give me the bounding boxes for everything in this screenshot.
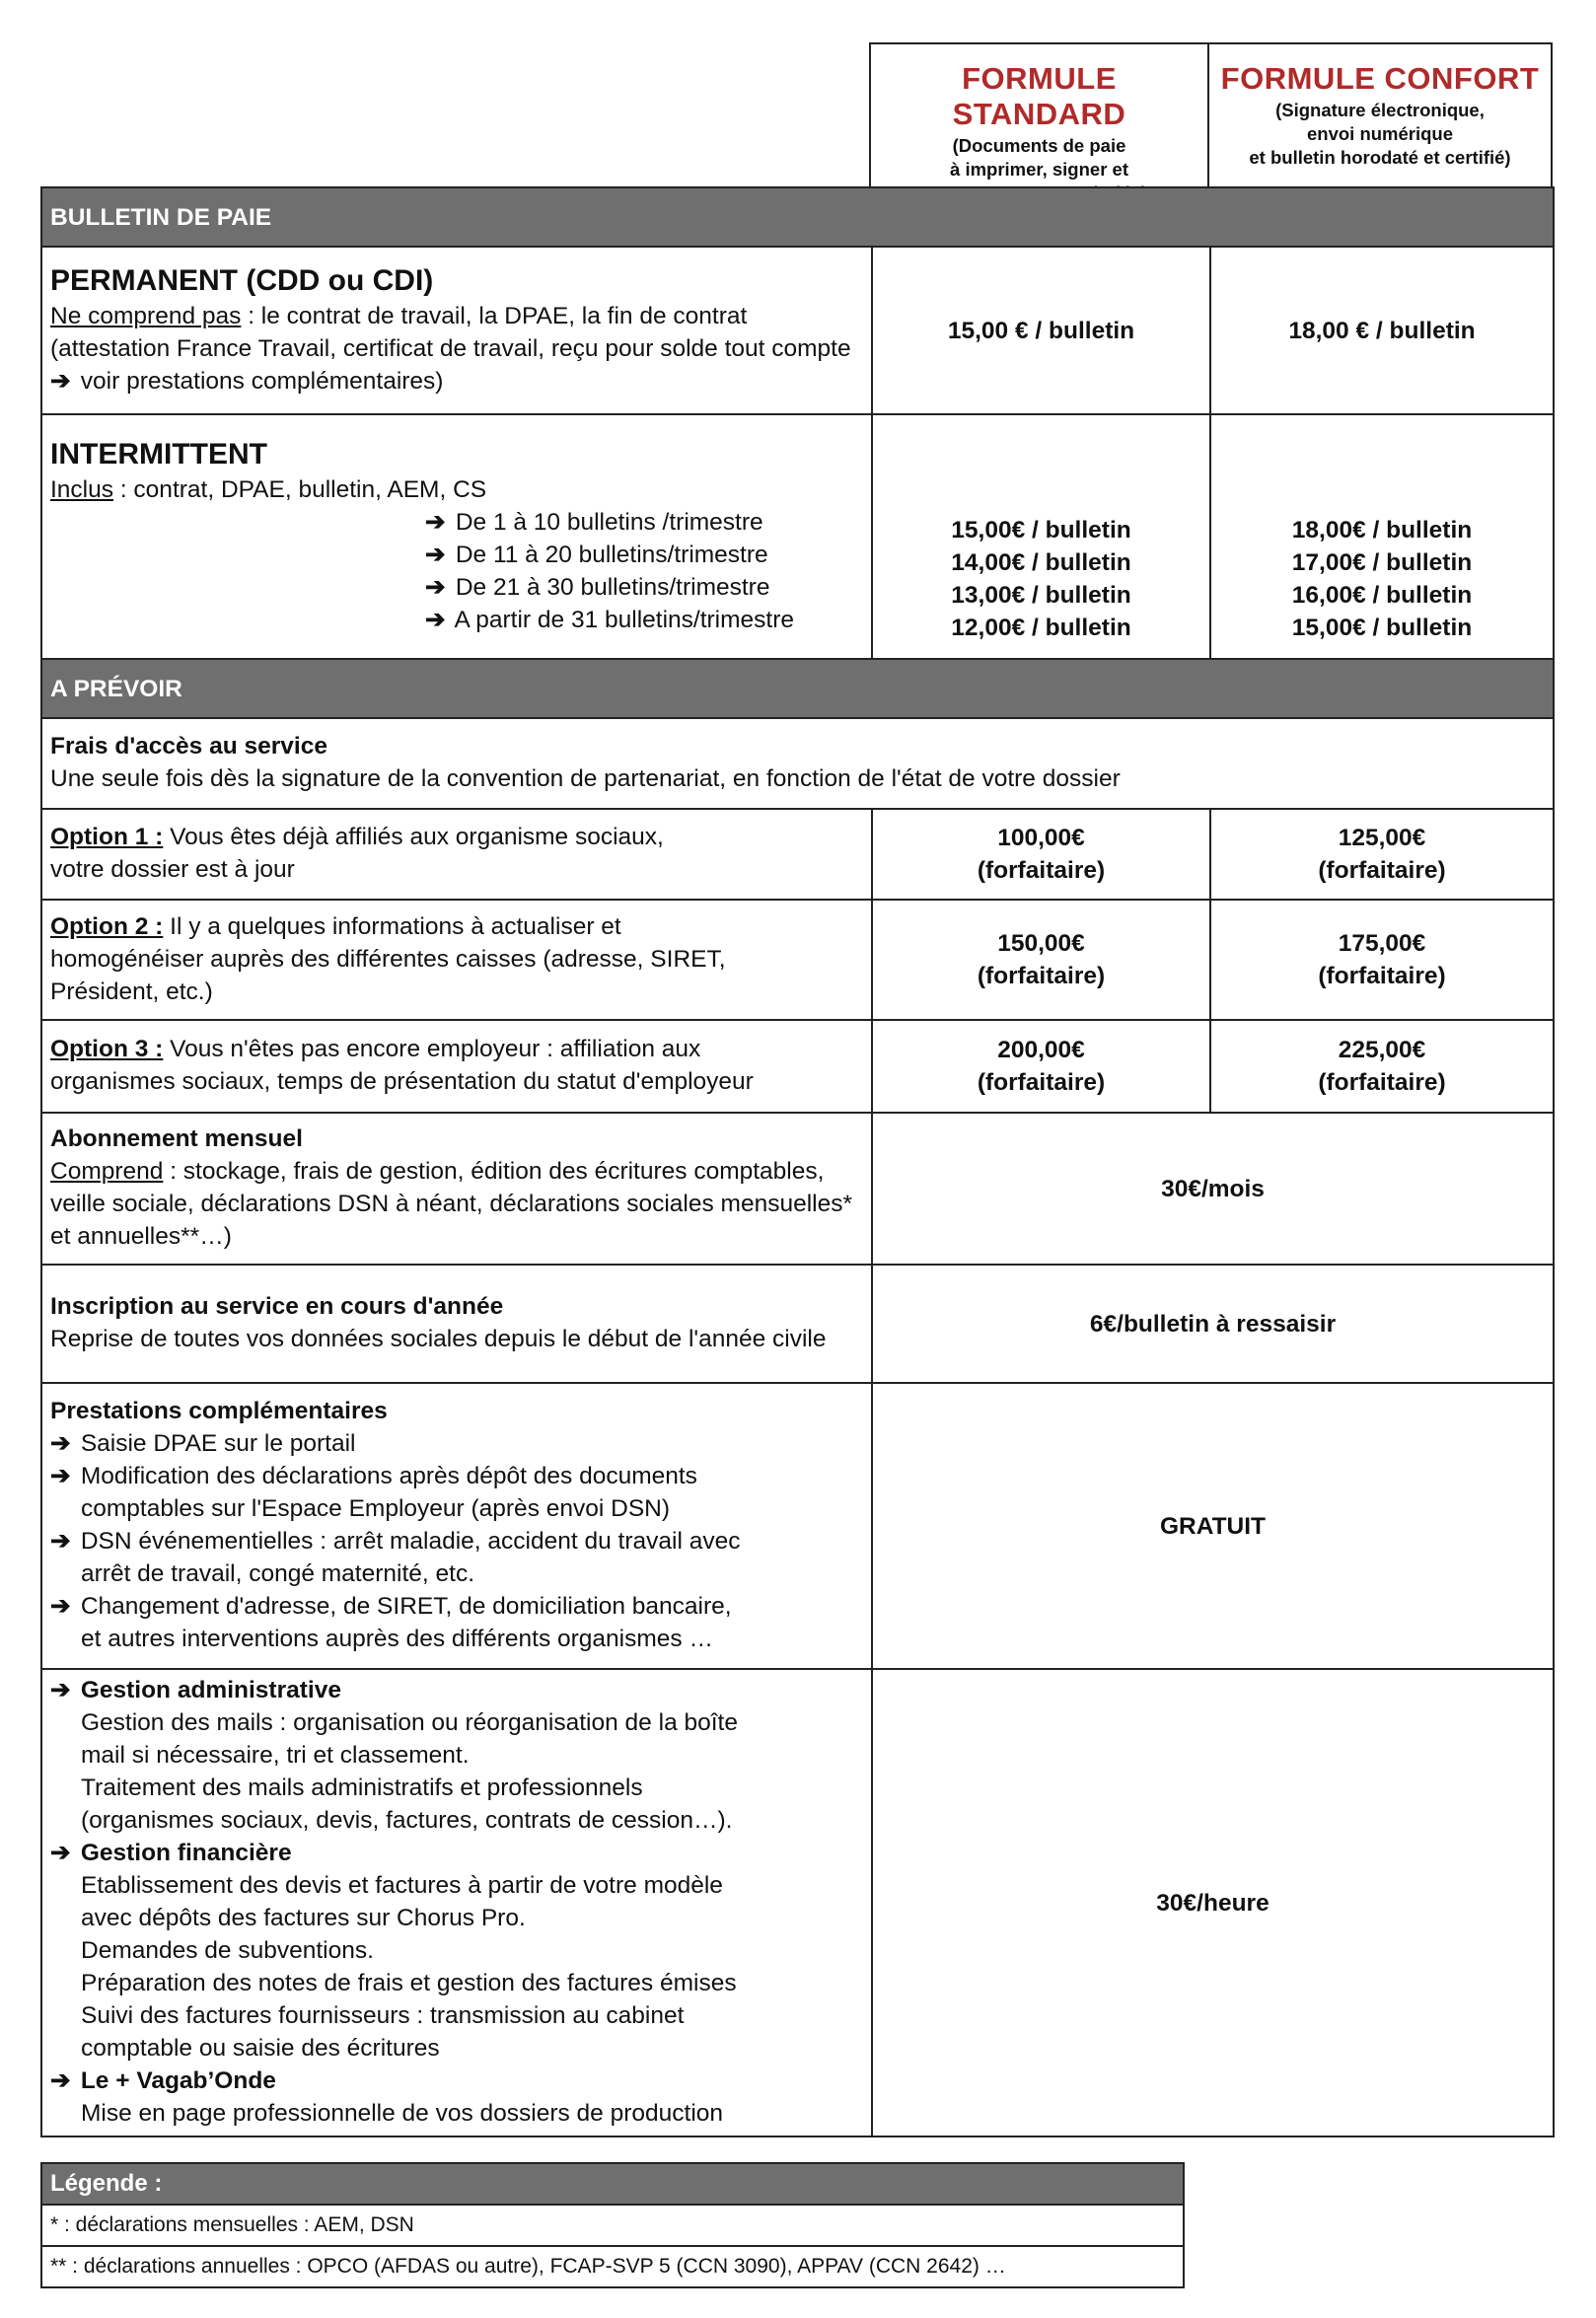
gestion-line: Mise en page professionnelle de vos dossiers de production: [81, 2100, 724, 2127]
prestation-text: comptables sur l'Espace Employeur (après envoi DSN): [81, 1495, 671, 1522]
tier-price: 15,00€ / bulletin: [1291, 615, 1473, 641]
option-label-cell: [41, 809, 872, 900]
standard-subtitle-line: à imprimer, signer et: [950, 159, 1128, 180]
abonnement-description: [50, 1155, 861, 1253]
tier-price: 14,00€ / bulletin: [951, 549, 1131, 576]
prestation-item: [50, 1525, 861, 1590]
abonnement-text: : stockage, frais de gestion, édition des écritures comptables, veille sociale, déclarations DSN à néant, déclarations sociales mensuelles* et annuelles**…): [50, 1158, 853, 1250]
option-line: [50, 910, 861, 943]
gestion-plus-title: Le + Vagab’Onde: [80, 2067, 276, 2094]
option-standard-price: [872, 1020, 1210, 1113]
abonnement-row: [41, 1113, 1554, 1265]
arrow-right-icon: ➔: [50, 1593, 71, 1620]
gestion-admin-heading: [50, 1674, 861, 1706]
gestion-row: [41, 1669, 1554, 2137]
arrow-right-icon: ➔: [425, 573, 446, 601]
gestion-line: Suivi des factures fournisseurs : transmission au cabinet: [81, 2002, 685, 2029]
option-row: [41, 809, 1554, 900]
standard-title: FORMULE STANDARD: [952, 61, 1126, 131]
price-note: (forfaitaire): [1318, 963, 1446, 989]
arrow-right-icon: ➔: [50, 1840, 71, 1866]
gestion-line: comptable ou saisie des écritures: [81, 2035, 440, 2062]
confort-title: FORMULE CONFORT: [1220, 61, 1540, 96]
section-row: [41, 187, 1554, 247]
confort-subtitle-line: (Signature électronique,: [1275, 100, 1485, 120]
arrow-right-icon: ➔: [50, 2067, 71, 2094]
legend-row: [41, 2205, 1184, 2246]
tier-line: [50, 604, 861, 636]
legend-line: ** : déclarations annuelles : OPCO (AFDAS ou autre), FCAP-SVP 5 (CCN 3090), APPAV (CCN 2642) …: [41, 2246, 1184, 2287]
price-note: (forfaitaire): [1318, 857, 1446, 884]
frais-text: Une seule fois dès la signature de la convention de partenariat, en fonction de l'état de votre dossier: [50, 765, 1121, 792]
intermittent-row: [41, 414, 1554, 659]
permanent-row: [41, 247, 1554, 414]
frais-row: [41, 718, 1554, 809]
section-bulletin-title: BULLETIN DE PAIE: [41, 187, 1554, 247]
legend-line: * : déclarations mensuelles : AEM, DSN: [41, 2205, 1184, 2246]
price-value: 200,00€: [997, 1037, 1085, 1063]
tier-price: 16,00€ / bulletin: [1291, 582, 1473, 609]
abonnement-label-underlined: Comprend: [50, 1158, 164, 1185]
gestion-fin-heading: [50, 1837, 861, 1869]
price-value: 125,00€: [1338, 825, 1426, 851]
prestations-row: [41, 1383, 1554, 1669]
inscription-title: Inscription au service en cours d'année: [50, 1293, 504, 1320]
gestion-plus-heading: [50, 2064, 861, 2097]
prestation-item: [50, 1590, 861, 1655]
intermittent-confort-prices: [1210, 414, 1554, 659]
price-note: (forfaitaire): [977, 857, 1106, 884]
gestion-label-cell: [41, 1669, 872, 2137]
tier-label: De 11 à 20 bulletins/trimestre: [455, 541, 768, 568]
gestion-line: (organismes sociaux, devis, factures, contrats de cession…).: [81, 1807, 733, 1834]
option-confort-price: [1210, 809, 1554, 900]
option-row: [41, 900, 1554, 1020]
pricing-table: [40, 186, 1555, 2137]
arrow-right-icon: ➔: [50, 1463, 71, 1489]
option-label: Option 2 :: [50, 912, 164, 940]
permanent-title: PERMANENT (CDD ou CDI): [50, 263, 434, 297]
tier-line: [50, 539, 861, 571]
prestation-item: [50, 1427, 861, 1460]
inscription-price: 6€/bulletin à ressaisir: [872, 1265, 1554, 1383]
abonnement-label-cell: [41, 1113, 872, 1265]
option-text: homogénéiser auprès des différentes caisses (adresse, SIRET,: [50, 945, 726, 973]
tier-label: A partir de 31 bulletins/trimestre: [454, 606, 794, 633]
intermittent-description: [50, 473, 861, 506]
inscription-text: Reprise de toutes vos données sociales depuis le début de l'année civile: [50, 1326, 827, 1352]
arrow-right-icon: ➔: [425, 541, 446, 568]
tier-price: 12,00€ / bulletin: [951, 615, 1131, 641]
gestion-price: 30€/heure: [872, 1669, 1554, 2137]
gestion-line: avec dépôts des factures sur Chorus Pro.: [81, 1905, 526, 1931]
arrow-right-icon: ➔: [50, 367, 71, 395]
prestations-title: Prestations complémentaires: [50, 1398, 388, 1424]
tier-price: 18,00€ / bulletin: [1291, 517, 1473, 543]
arrow-right-icon: ➔: [425, 606, 446, 633]
prestations-label-cell: [41, 1383, 872, 1669]
arrow-right-icon: ➔: [50, 1430, 71, 1457]
intermittent-label-underlined: Inclus: [50, 475, 114, 503]
price-note: (forfaitaire): [977, 963, 1106, 989]
intermittent-label-cell: [41, 414, 872, 659]
arrow-right-icon: ➔: [50, 1528, 71, 1555]
option-text: votre dossier est à jour: [50, 856, 295, 883]
gestion-admin-title: Gestion administrative: [80, 1677, 341, 1703]
option-text: organismes sociaux, temps de présentation du statut d'employeur: [50, 1068, 754, 1095]
tier-price: 13,00€ / bulletin: [951, 582, 1131, 609]
permanent-standard-price: 15,00 € / bulletin: [872, 247, 1210, 414]
confort-subtitle-line: envoi numérique: [1306, 123, 1454, 144]
standard-subtitle-line: (Documents de paie: [952, 135, 1126, 156]
option-label-cell: [41, 1020, 872, 1113]
gestion-line: Etablissement des devis et factures à partir de votre modèle: [81, 1872, 723, 1899]
header-formule-confort: [1207, 42, 1553, 186]
section-row: [41, 659, 1554, 718]
confort-subtitle: [1209, 99, 1551, 170]
option-text: Vous êtes déjà affiliés aux organisme sociaux,: [163, 824, 664, 850]
tier-label: De 21 à 30 bulletins/trimestre: [455, 573, 770, 601]
gestion-line: Demandes de subventions.: [81, 1937, 374, 1964]
prestation-text: Modification des déclarations après dépôt des documents: [80, 1463, 697, 1489]
option-text: Président, etc.): [50, 978, 213, 1005]
inscription-row: [41, 1265, 1554, 1383]
price-value: 225,00€: [1338, 1037, 1426, 1063]
gestion-fin-title: Gestion financière: [80, 1840, 292, 1866]
permanent-description: [50, 300, 861, 398]
option-label: Option 1 :: [50, 824, 164, 850]
option-confort-price: [1210, 900, 1554, 1020]
prestation-item: [50, 1460, 861, 1525]
legend-row: [41, 2246, 1184, 2287]
price-note: (forfaitaire): [977, 1069, 1106, 1096]
price-value: 175,00€: [1338, 930, 1426, 957]
frais-cell: [41, 718, 1554, 809]
prestation-text: Changement d'adresse, de SIRET, de domiciliation bancaire,: [80, 1593, 732, 1620]
prestations-price: GRATUIT: [872, 1383, 1554, 1669]
gestion-line: Gestion des mails : organisation ou réorganisation de la boîte: [81, 1709, 738, 1736]
price-value: 100,00€: [997, 825, 1085, 851]
option-line: [50, 1033, 861, 1065]
prestation-text: et autres interventions auprès des différents organismes …: [81, 1626, 713, 1652]
tier-line: [50, 506, 861, 539]
legend-header-row: [41, 2163, 1184, 2205]
abonnement-title: Abonnement mensuel: [50, 1125, 303, 1152]
prestation-text: DSN événementielles : arrêt maladie, accident du travail avec: [80, 1528, 741, 1555]
confort-subtitle-line: et bulletin horodaté et certifié): [1249, 147, 1511, 168]
intermittent-title: INTERMITTENT: [50, 437, 267, 471]
section-prevoir-title: A PRÉVOIR: [41, 659, 1554, 718]
gestion-line: Traitement des mails administratifs et professionnels: [81, 1775, 643, 1801]
option-label: Option 3 :: [50, 1036, 164, 1062]
option-text: Vous n'êtes pas encore employeur : affiliation aux: [163, 1036, 701, 1062]
header-formule-standard: [869, 42, 1209, 186]
option-label-cell: [41, 900, 872, 1020]
permanent-label-underlined: Ne comprend pas: [50, 302, 242, 329]
arrow-right-icon: ➔: [50, 1677, 71, 1703]
permanent-confort-price: 18,00 € / bulletin: [1210, 247, 1554, 414]
legend-table: [40, 2162, 1185, 2288]
intermittent-standard-prices: [872, 414, 1210, 659]
price-note: (forfaitaire): [1318, 1069, 1446, 1096]
option-standard-price: [872, 900, 1210, 1020]
tier-label: De 1 à 10 bulletins /trimestre: [455, 508, 763, 536]
gestion-line: Préparation des notes de frais et gestion des factures émises: [81, 1970, 737, 1996]
abonnement-price: 30€/mois: [872, 1113, 1554, 1265]
arrow-right-icon: ➔: [425, 508, 446, 536]
option-confort-price: [1210, 1020, 1554, 1113]
price-value: 150,00€: [997, 930, 1085, 957]
frais-title: Frais d'accès au service: [50, 733, 327, 760]
gestion-line: mail si nécessaire, tri et classement.: [81, 1742, 470, 1769]
permanent-text: : le contrat de travail, la DPAE, la fin de contrat (attestation France Travail, certificat de travail, reçu pour solde tout compte: [50, 302, 851, 362]
option-row: [41, 1020, 1554, 1113]
option-standard-price: [872, 809, 1210, 900]
tier-price: 17,00€ / bulletin: [1291, 549, 1473, 576]
prestation-text: Saisie DPAE sur le portail: [80, 1430, 356, 1457]
prestation-text: arrêt de travail, congé maternité, etc.: [81, 1560, 474, 1587]
inscription-label-cell: [41, 1265, 872, 1383]
tier-line: [50, 571, 861, 604]
option-line: [50, 821, 861, 853]
option-text: Il y a quelques informations à actualiser et: [163, 912, 621, 940]
intermittent-text: : contrat, DPAE, bulletin, AEM, CS: [113, 475, 487, 503]
permanent-label-cell: [41, 247, 872, 414]
tier-price: 15,00€ / bulletin: [951, 517, 1131, 543]
permanent-text-end: voir prestations complémentaires): [74, 367, 444, 395]
legend-title: Légende :: [41, 2163, 1184, 2205]
